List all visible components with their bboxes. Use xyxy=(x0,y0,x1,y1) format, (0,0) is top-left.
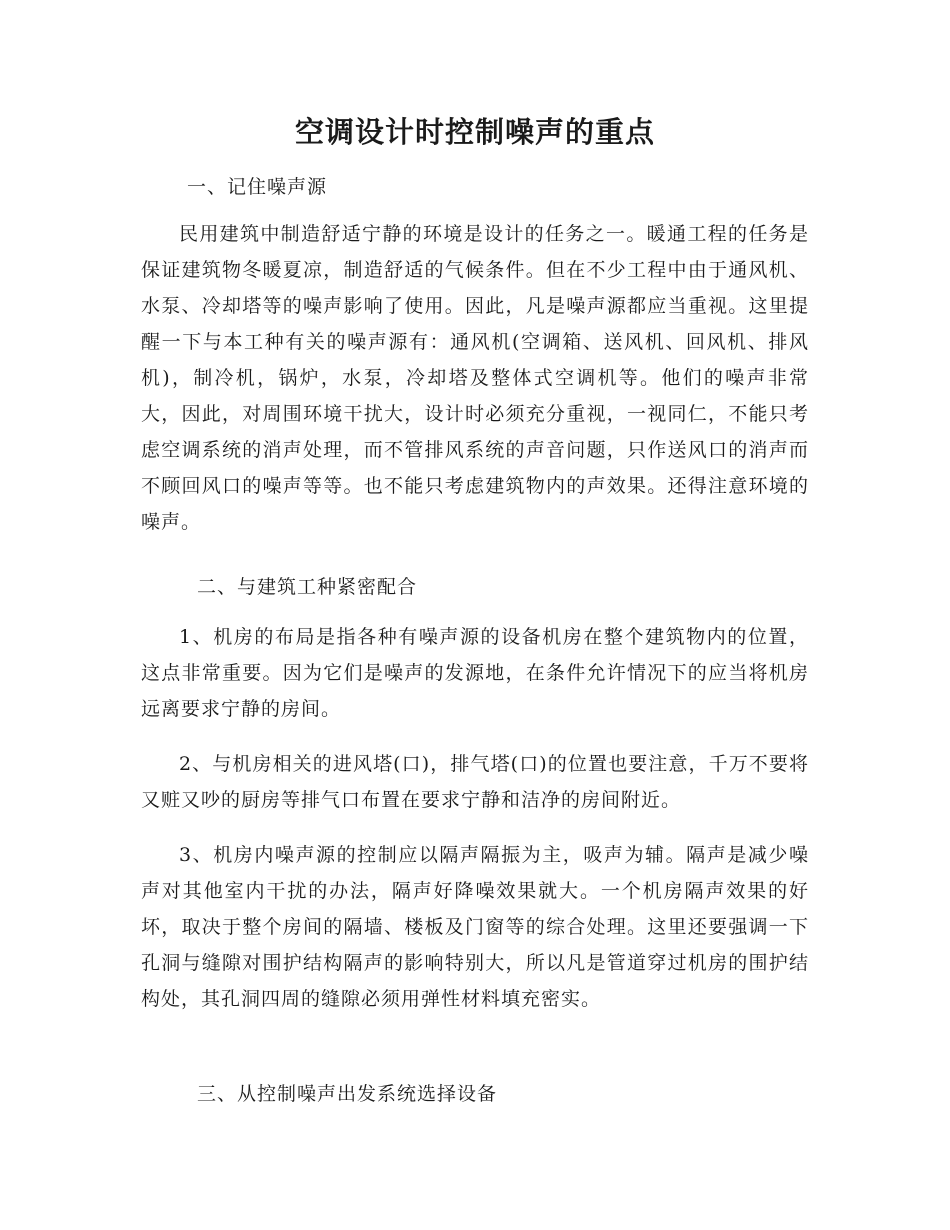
document-title: 空调设计时控制噪声的重点 xyxy=(294,115,655,149)
section-2-heading: 二、与建筑工种紧密配合 xyxy=(197,576,418,598)
section-2-paragraph-1: 1、机房的布局是指各种有噪声源的设备机房在整个建筑物内的位置，这点非常重要。因为它们是噪声的发源地，在条件允许情况下的应当将机房远离要求宁静的房间。 xyxy=(141,626,809,720)
section-1-paragraph: 民用建筑中制造舒适宁静的环境是设计的任务之一。暖通工程的任务是保证建筑物冬暖夏凉，制造舒适的气候条件。但在不少工程中由于通风机、水泵、冷却塔等的噪声影响了使用。因此，凡是噪声源都应当重视。这里提醒一下与本工种有关的噪声源有：通风机(空调箱、送风机、回风机、排风机)，制冷机，锅炉，水泵，冷却塔及整体式空调机等。他们的噪声非常大，因此，对周围环境干扰大，设计时必须充分重视，一视同仁，不能只考虑空调系统的消声处理，而不管排风系统的声音问题，只作送风口的消声而不顾回风口的噪声等等。也不能只考虑建筑物内的声效果。还得注意环境的噪声。 xyxy=(141,223,809,533)
section-3-heading: 三、从控制噪声出发系统选择设备 xyxy=(197,1083,498,1105)
section-2-paragraph-3: 3、机房内噪声源的控制应以隔声隔振为主，吸声为辅。隔声是减少噪声对其他室内干扰的办法，隔声好降噪效果就大。一个机房隔声效果的好坏，取决于整个房间的隔墙、楼板及门窗等的综合处理。这里还要强调一下孔洞与缝隙对围护结构隔声的影响特别大，所以凡是管道穿过机房的围护结构处，其孔洞四周的缝隙必须用弹性材料填充密实。 xyxy=(141,844,809,1010)
section-2-paragraph-2: 2、与机房相关的进风塔(口)，排气塔(口)的位置也要注意，千万不要将又赃又吵的厨房等排气口布置在要求宁静和洁净的房间附近。 xyxy=(141,753,809,811)
section-1-heading: 一、记住噪声源 xyxy=(187,176,328,198)
